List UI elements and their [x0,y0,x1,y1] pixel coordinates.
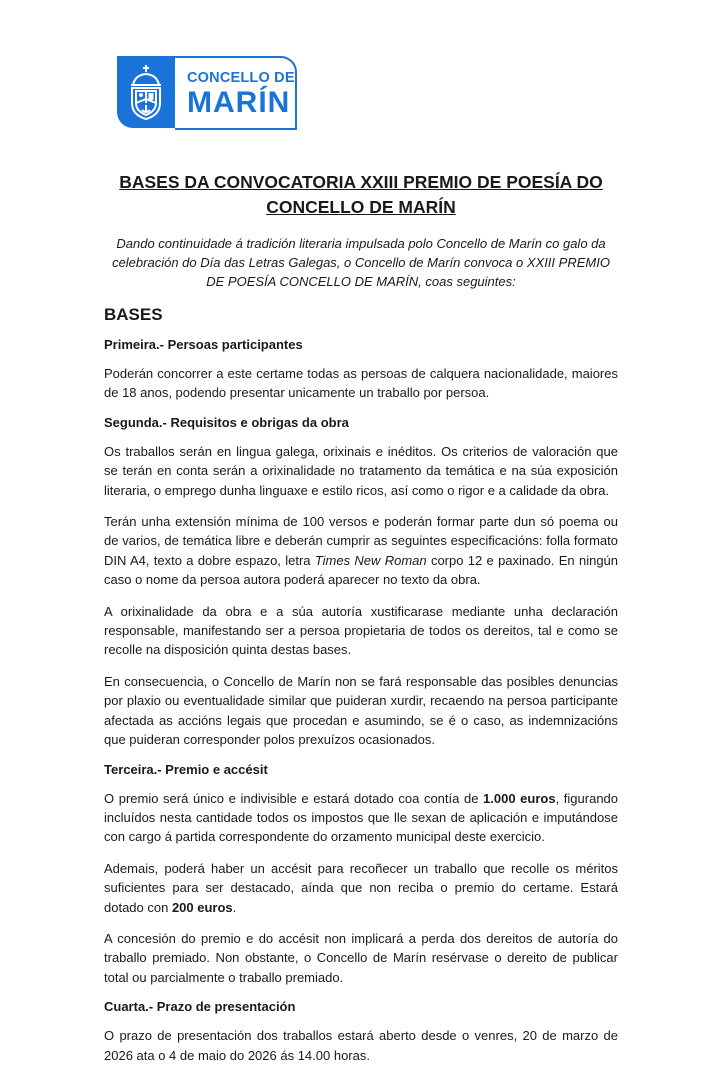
concello-de-marin-logo [117,56,297,128]
paragraph: Os traballos serán en lingua galega, orixinais e inéditos. Os criterios de valoración que se terán en conta serán a orixinalidade no tratamento da temática e na súa exposición literaria, o emprego dunha linguaxe e estilo ricos, así como o rigor e a calidade da obra. [104,443,618,498]
italic-font-name: Times New Roman [314,552,427,568]
paragraph [104,512,618,590]
logo-text-line1: CONCELLO DE [187,70,295,86]
intro-paragraph: Dando continuidade á tradición literaria impulsada polo Concello de Marín co galo da celebración do Día das Letras Galegas, o Concello de Marín convoca o XXIII PREMIO DE POESÍA CONCELLO DE MARÍN, coas seguintes: [112,236,610,289]
section-heading-segunda: Segunda.- Requisitos e obrigas da obra [104,414,349,430]
paragraph: Poderán concorrer a este certame todas as persoas de calquera nacionalidade, maiores de 18 anos, podendo presentar unicamente un traballo por persoa. [104,366,618,401]
paragraph: En consecuencia, o Concello de Marín non se fará responsable das posibles denuncias por plaxio ou eventualidade similar que puideran xurdir, recaendo na persoa participante afectada as accións legais que procedan e asumindo, se é o caso, as indemnizacións que puideran corresponder polos prexuízos ocasionados. [104,673,618,748]
section-heading-cuarta: Cuarta.- Prazo de presentación [104,999,296,1015]
document-body [104,170,618,1065]
logo-text-line2: MARÍN [187,86,291,119]
text-run: Terán unha extensión mínima de 100 versos e poderán formar parte dun só poema ou de varios, de temática libre e deberán cumprir as seguintes especificacións: folla formato DIN A4, texto a dobre espazo, letra [104,514,618,568]
paragraph [104,859,618,917]
text-run: , figurando incluídos nesta cantidade todos os impostos que lle sexan de aplicación e imputándose con cargo á partida correspondente do orzamento municipal deste exercicio. [104,790,619,845]
paragraph: O prazo de presentación dos traballos estará aberto desde o venres, 20 de marzo de 2026 ata o 4 de maio do 2026 ás 14.00 horas. [104,1028,618,1063]
paragraph [104,789,618,847]
section-heading-terceira: Terceira.- Premio e accésit [104,761,268,777]
paragraph: A orixinalidade da obra e a súa autoría xustificarase mediante unha declaración responsable, manifestando ser a persoa propietaria de todos os dereitos, tal e como se recolle na disposición quinta destas bases. [104,603,618,658]
text-run: . [232,899,237,915]
text-run: Ademais, poderá haber un accésit para recoñecer un traballo que recolle os méritos suficientes para ser destacado, aínda que non reciba o premio do certame. Estará dotado con [104,860,618,915]
paragraph: A concesión do premio e do accésit non implicará a perda dos dereitos de autoría do traballo premiado. Non obstante, o Concello de Marín resérvase o dereito de publicar total ou parcialmente o traballo premiado. [104,930,618,985]
prize-amount: 1.000 euros [483,790,556,806]
bases-heading: BASES [104,305,163,324]
text-run: corpo 12 e paxinado. En ningún caso o nome da persoa autora poderá aparecer no texto da obra. [104,552,619,588]
accesit-amount: 200 euros [171,899,233,915]
text-run: O premio será único e indivisible e estará dotado coa contía de [104,790,484,806]
logo-shield-panel [117,56,175,128]
section-heading-primeira: Primeira.- Persoas participantes [104,337,303,352]
document-title: BASES DA CONVOCATORIA XXIII PREMIO DE POESÍA DO CONCELLO DE MARÍN [119,172,603,217]
coat-of-arms-icon [127,63,165,121]
